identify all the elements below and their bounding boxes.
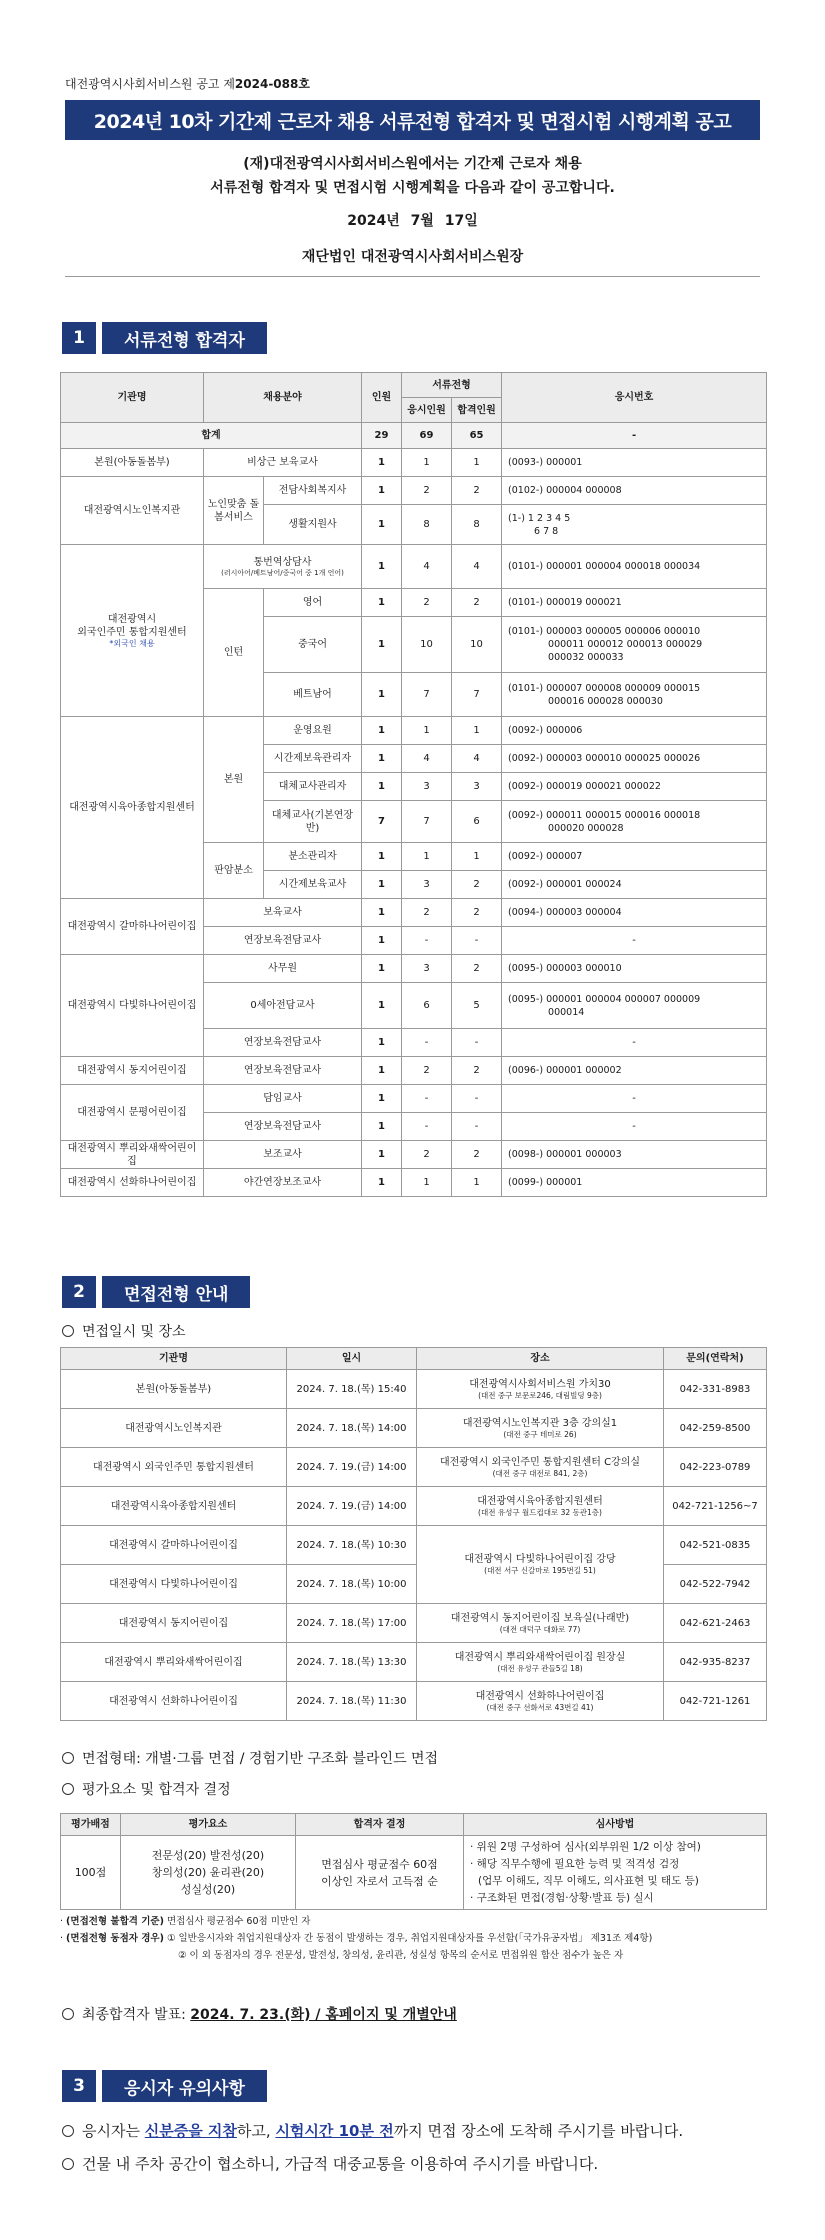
table-row: 시간제보육관리자 1 4 4 (0092-) 000003 000010 000025 000026	[61, 745, 767, 773]
table-row: 대전광역시 갈마하나어린이집 보육교사 1 2 2 (0094-) 000003 000004	[61, 899, 767, 927]
evaluation-table	[60, 1813, 767, 1910]
table-row: 연장보육전담교사 1 - - -	[61, 927, 767, 955]
col-header: 장소	[417, 1348, 664, 1370]
table-row: 판암분소 분소관리자 1 1 1 (0092-) 000007	[61, 843, 767, 871]
col-header: 서류전형	[402, 373, 502, 398]
interview-schedule-table	[60, 1347, 767, 1721]
col-header: 심사방법	[464, 1814, 767, 1836]
section-1-header	[62, 322, 267, 354]
table-row: 대전광역시육아종합지원센터 2024. 7. 19.(금) 14:00 대전광역시육아종합지원센터 (대전 유성구 월드컵대로 32 동관1층) 042-721-1256~7	[61, 1487, 767, 1526]
table-row: 대전광역시 외국인주민 통합지원센터 *외국인 채용 통번역상담사 (러시아어/베트남어/중국어 중 1개 언어) 1 4 4 (0101-) 000001 000004 000018 000034	[61, 545, 767, 589]
publisher: 재단법인 대전광역시사회서비스원장	[301, 249, 524, 265]
table-row: 대전광역시 다빛하나어린이집 2024. 7. 18.(목) 10:00 042-522-7942	[61, 1565, 767, 1604]
table-row: 중국어 1 10 10 (0101-) 000003 000005 000006 000010 000011 000012 000013 000029 000032 000033	[61, 617, 767, 673]
table-row: 대체교사관리자 1 3 3 (0092-) 000019 000021 000022	[61, 773, 767, 801]
circle-bullet-icon	[62, 2125, 74, 2137]
col-header: 평가요소	[121, 1814, 296, 1836]
section-number: 1	[62, 322, 96, 354]
final-announcement: 최종합격자 발표: 2024. 7. 23.(화) / 홈페이지 및 개별안내	[62, 2004, 457, 2024]
table-row: 베트남어 1 7 7 (0101-) 000007 000008 000009 000015 000016 000028 000030	[61, 673, 767, 717]
divider	[65, 276, 760, 277]
document-pass-table	[60, 372, 767, 1197]
table-row: 대체교사(기본연장반) 7 7 6 (0092-) 000011 000015 000016 000018 000020 000028	[61, 801, 767, 843]
table-row: 시간제보육교사 1 3 2 (0092-) 000001 000024	[61, 871, 767, 899]
table-row: 본원(아동돌봄부) 비상근 보육교사 1 1 1 (0093-) 000001	[61, 449, 767, 477]
section-title: 응시자 유의사항	[102, 2070, 267, 2102]
table-row: 대전광역시노인복지관 2024. 7. 18.(목) 14:00 대전광역시노인복지관 3층 강의실1 (대전 중구 테미로 26) 042-259-8500	[61, 1409, 767, 1448]
circle-bullet-icon	[62, 1752, 74, 1764]
circle-bullet-icon	[62, 2158, 74, 2170]
col-header: 일시	[287, 1348, 417, 1370]
table-row: 대전광역시육아종합지원센터 본원 운영요원 1 1 1 (0092-) 000006	[61, 717, 767, 745]
notice-number: 대전광역시사회서비스원 공고 제2024-088호	[65, 77, 310, 91]
table-row: 대전광역시 동지어린이집 2024. 7. 18.(목) 17:00 대전광역시 동지어린이집 보육실(나래반) (대전 대덕구 대화로 77) 042-621-2463	[61, 1604, 767, 1643]
table-row: 합계 29 69 65 -	[61, 423, 767, 449]
notice-item: 응시자는 신분증을 지참하고, 시험시간 10분 전까지 면접 장소에 도착해 주시기를 바랍니다.	[62, 2120, 683, 2141]
col-header: 합격인원	[452, 398, 502, 423]
publish-date: 2024년 7월 17일	[347, 213, 478, 229]
table-row: 대전광역시 선화하나어린이집 야간연장보조교사 1 1 1 (0099-) 000001	[61, 1169, 767, 1197]
intro-text: (재)대전광역시사회서비스원에서는 기간제 근로자 채용 서류전형 합격자 및 면접시험 시행계획을 다음과 같이 공고합니다.	[210, 156, 615, 196]
evaluation-label: 평가요소 및 합격자 결정	[62, 1779, 231, 1799]
col-header: 합격자 결정	[296, 1814, 464, 1836]
section-title: 서류전형 합격자	[102, 322, 267, 354]
col-header: 평가배점	[61, 1814, 121, 1836]
col-header: 문의(연락처)	[664, 1348, 767, 1370]
section-2-header	[62, 1276, 250, 1308]
circle-bullet-icon	[62, 2008, 74, 2020]
page-title: 2024년 10차 기간제 근로자 채용 서류전형 합격자 및 면접시험 시행계획 공고	[65, 100, 760, 140]
circle-bullet-icon	[62, 1325, 74, 1337]
table-row: 인턴 영어 1 2 2 (0101-) 000019 000021	[61, 589, 767, 617]
table-row: 대전광역시 선화하나어린이집 2024. 7. 18.(목) 11:30 대전광역시 선화하나어린이집 (대전 중구 선화서로 43번길 41) 042-721-1261	[61, 1682, 767, 1721]
interview-schedule-label: 면접일시 및 장소	[62, 1321, 186, 1341]
table-row: 0세아전담교사 1 6 5 (0095-) 000001 000004 000007 000009 000014	[61, 983, 767, 1029]
section-title: 면접전형 안내	[102, 1276, 250, 1308]
table-row: 대전광역시 갈마하나어린이집 2024. 7. 18.(목) 10:30 대전광역시 다빛하나어린이집 강당 (대전 서구 신갈마로 195번길 51) 042-521-0835	[61, 1526, 767, 1565]
col-header: 인원	[362, 373, 402, 423]
col-header: 채용분야	[204, 373, 362, 423]
table-row: 대전광역시 문평어린이집 담임교사 1 - - -	[61, 1085, 767, 1113]
table-row: 대전광역시노인복지관 노인맞춤 돌봄서비스 전담사회복지사 1 2 2 (0102-) 000004 000008	[61, 477, 767, 505]
table-row: 대전광역시 다빛하나어린이집 사무원 1 3 2 (0095-) 000003 000010	[61, 955, 767, 983]
section-number: 3	[62, 2070, 96, 2102]
table-row: 연장보육전담교사 1 - - -	[61, 1029, 767, 1057]
section-number: 2	[62, 1276, 96, 1308]
table-row: 생활지원사 1 8 8 (1-) 1 2 3 4 5 6 7 8	[61, 505, 767, 545]
table-row: 대전광역시 뿌리와새싹어린이집 보조교사 1 2 2 (0098-) 000001 000003	[61, 1141, 767, 1169]
table-row: 대전광역시 외국인주민 통합지원센터 2024. 7. 19.(금) 14:00 대전광역시 외국인주민 통합지원센터 C강의실 (대전 중구 대전로 841, 2층) 042-223-0789	[61, 1448, 767, 1487]
section-3-header	[62, 2070, 267, 2102]
table-row: 연장보육전담교사 1 - - -	[61, 1113, 767, 1141]
col-header: 응시인원	[402, 398, 452, 423]
evaluation-notes: · (면접전형 불합격 기준) 면접심사 평균점수 60점 미만인 자 · (면접전형 동점자 경우) ① 일반응시자와 취업지원대상자 간 동점이 발생하는 경우, 취업지원대상자를 우선함(「국가유공자법」 제31조 제4항) ② 이 외 동점자의 경우 전문성, 발전성, 창의성, 윤리관, 성실성 항목의 순서로 면접위원 합산 점수가 높은 자	[60, 1916, 653, 1961]
notice-item: 건물 내 주차 공간이 협소하니, 가급적 대중교통을 이용하여 주시기를 바랍니다.	[62, 2153, 598, 2174]
table-row: 100점 전문성(20) 발전성(20) 창의성(20) 윤리관(20) 성실성(20) 면접심사 평균점수 60점 이상인 자로서 고득점 순 · 위원 2명 구성하여 심사(외부위원 1/2 이상 참여) · 해당 직무수행에 필요한 능력 및 적격성 검정 (업무 이해도, 직무 이해도, 의사표현 및 태도 등) · 구조화된 면접(경험·상황·발표 등) 실시	[61, 1836, 767, 1910]
col-header: 기관명	[61, 1348, 287, 1370]
table-row: 본원(아동돌봄부) 2024. 7. 18.(목) 15:40 대전광역시사회서비스원 가치30 (대전 중구 보문로246, 대림빌딩 9층) 042-331-8983	[61, 1370, 767, 1409]
table-row: 대전광역시 동지어린이집 연장보육전담교사 1 2 2 (0096-) 000001 000002	[61, 1057, 767, 1085]
table-row: 대전광역시 뿌리와새싹어린이집 2024. 7. 18.(목) 13:30 대전광역시 뿌리와새싹어린이집 원장실 (대전 유성구 관들5길 18) 042-935-8237	[61, 1643, 767, 1682]
col-header: 응시번호	[502, 373, 767, 423]
interview-format: 면접형태: 개별·그룹 면접 / 경험기반 구조화 블라인드 면접	[62, 1748, 438, 1768]
circle-bullet-icon	[62, 1783, 74, 1795]
col-header: 기관명	[61, 373, 204, 423]
